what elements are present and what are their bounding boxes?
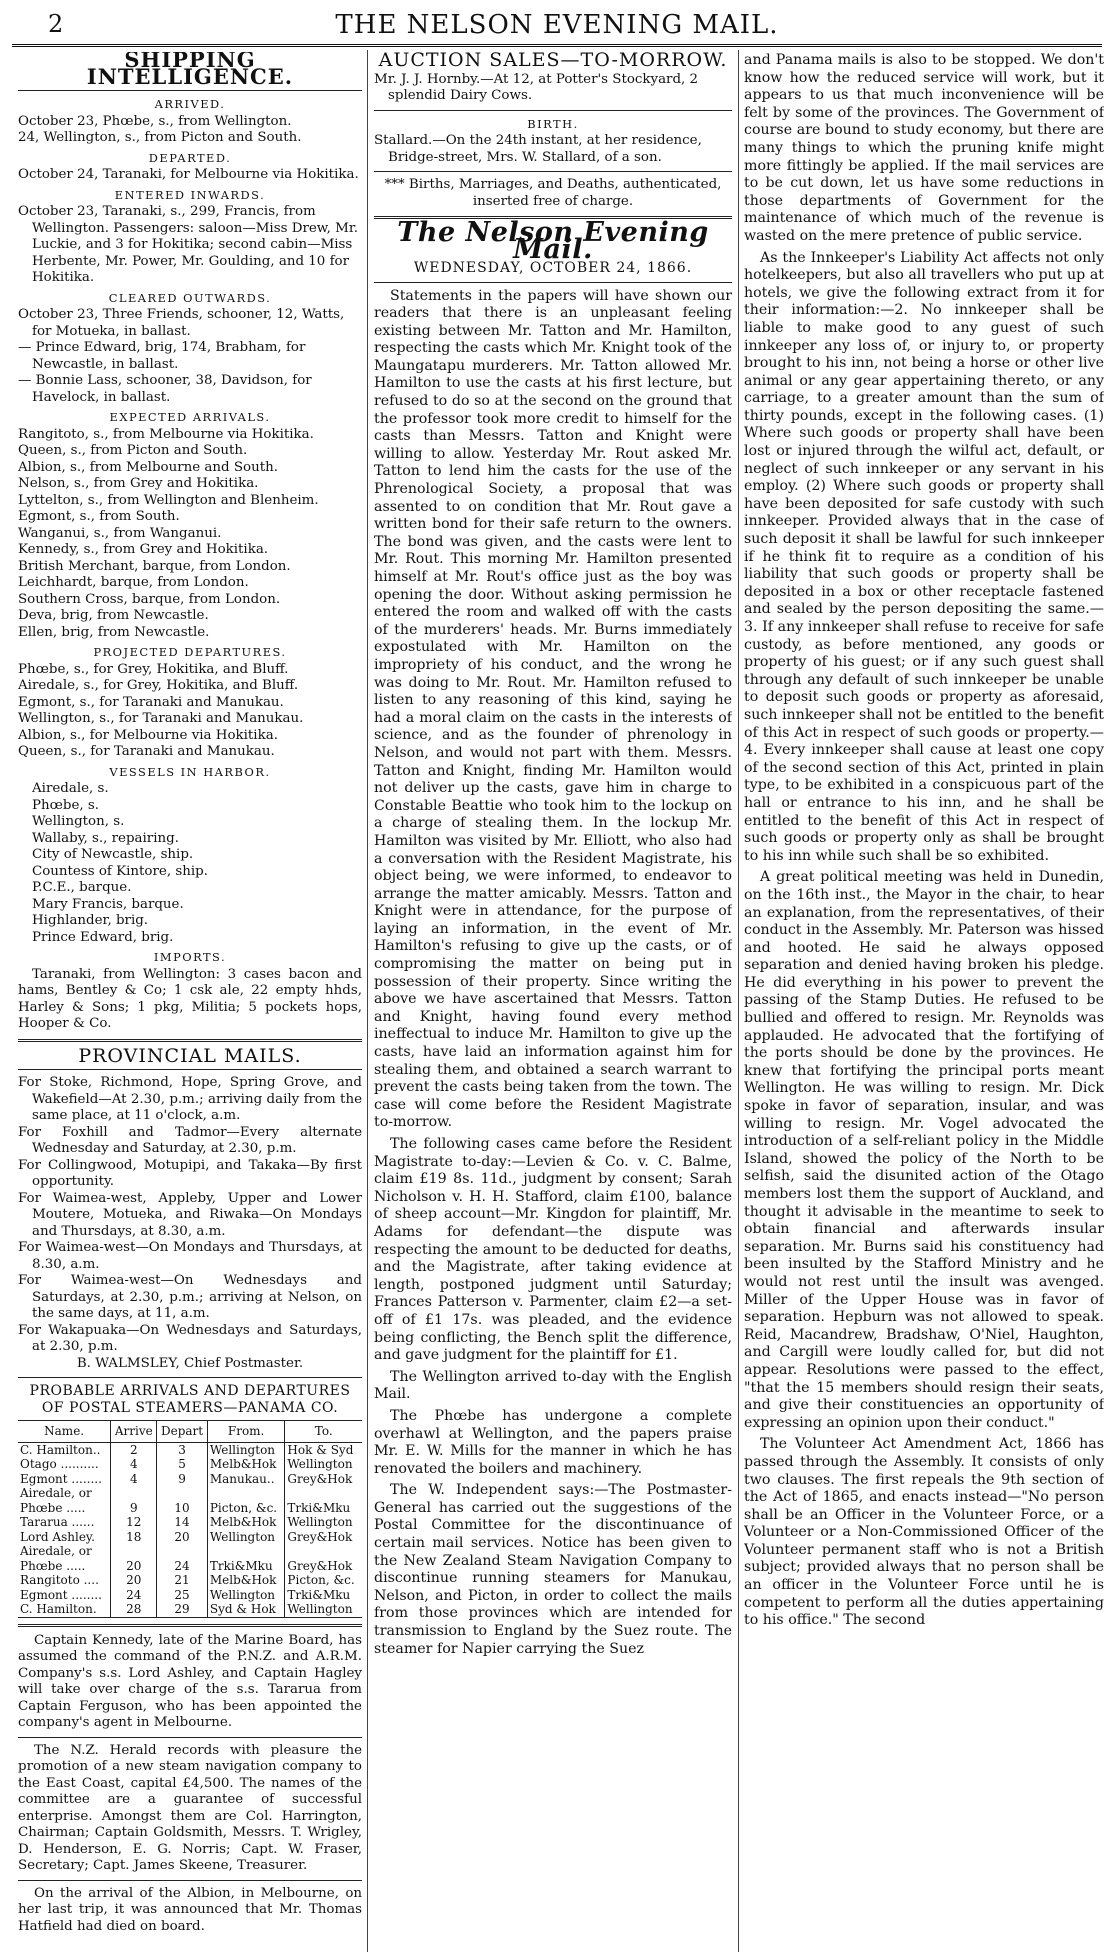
divider — [18, 1624, 362, 1627]
table-cell — [285, 1486, 362, 1501]
list-item: Ellen, brig, from Newcastle. — [18, 624, 210, 640]
list-item: P.C.E., barque. — [32, 880, 132, 895]
table-row — [18, 1573, 362, 1588]
table-row — [18, 1515, 362, 1530]
table-cell: 20 — [157, 1530, 208, 1545]
divider — [374, 171, 732, 172]
table-cell — [285, 1544, 362, 1559]
table-cell: Grey&Hok — [285, 1530, 362, 1545]
table-cell: 24 — [111, 1588, 157, 1603]
table-cell: Otago .......... — [20, 1457, 99, 1471]
divider — [18, 1069, 362, 1070]
table-header-row — [18, 1421, 362, 1443]
list-item: October 24, Taranaki, for Melbourne via Hokitika. — [18, 167, 359, 182]
imports-heading: IMPORTS. — [153, 950, 227, 964]
imports-text: Taranaki, from Wellington: 3 cases bacon and hams, Bentley & Co; 1 csk ale, 22 empty hhds, Harley & Sons; 1 pkg, Militia; 5 pockets hops, Hooper & Co. — [18, 966, 362, 1031]
paragraph: The N.Z. Herald records with pleasure the promotion of a new steam navigation company to the East Coast, capital £4,500. The names of the committee are a guarantee of successful enterprise. Amongst them are Col. Harrington, Chairman; Captain Goldsmith, Messrs. T. Wrigley, D. Henderson, E. G. Norris; Capt. W. Fraser, Secretary; Capt. James Skeene, Treasurer. — [18, 1742, 362, 1873]
table-row — [18, 1602, 362, 1617]
postmaster-signature: B. WALMSLEY, Chief Postmaster. — [76, 1355, 304, 1371]
table-row — [18, 1501, 362, 1516]
list-item: Countess of Kintore, ship. — [32, 863, 208, 879]
arrived-list — [18, 114, 362, 147]
mails-list — [18, 1075, 362, 1356]
arrived-heading: ARRIVED. — [154, 97, 226, 111]
table-cell: 2 — [111, 1442, 157, 1457]
provincial-mails-title: PROVINCIAL MAILS. — [78, 1044, 302, 1067]
entered-heading: ENTERED INWARDS. — [114, 187, 266, 202]
table-row — [18, 1442, 362, 1457]
column-3 — [744, 52, 1104, 1952]
table-cell: Wellington — [207, 1530, 285, 1545]
paragraph: The Volunteer Act Amendment Act, 1866 has passed through the Assembly. It consists of only two clauses. The first repeals the 9th section of the Act of 1865, and enacts instead—"No person shall be an Officer in the Volunteer Force, or a Volunteer or a Non-Commissioned Officer of the Volunteer permanent staff who is not a British subject; provided always that no person shall be an officer in the Volunteer Force until he is competent to perform all the duties appertaining to his office." The second — [744, 1436, 1104, 1629]
table-cell: Egmont ........ — [20, 1587, 102, 1602]
paragraph: The Wellington arrived to-day with the English Mail. — [374, 1368, 732, 1403]
table-cell — [157, 1486, 208, 1501]
projected-list — [18, 662, 362, 761]
divider — [18, 1039, 362, 1042]
table-cell — [157, 1544, 208, 1559]
table-cell: Hok & Syd — [285, 1442, 362, 1457]
notice-text: *⁢*⁢* Births, Marriages, and Deaths, authenticated, inserted free of charge. — [384, 177, 722, 209]
table-cell: C. Hamilton. — [18, 1602, 111, 1617]
departed-heading: DEPARTED. — [148, 150, 232, 165]
list-item: For Collingwood, Motupipi, and Takaka—By first opportunity. — [18, 1157, 362, 1189]
table-cell — [111, 1544, 157, 1559]
column-1 — [18, 52, 362, 1952]
divider — [374, 282, 732, 283]
list-item: For Stoke, Richmond, Hope, Spring Grove, and Wakefield—At 2.30, p.m.; arriving daily from the same place, at 11 o'clock, a.m. — [18, 1075, 362, 1123]
list-item: — Prince Edward, brig, 174, Brabham, for Newcastle, in ballast. — [18, 340, 306, 372]
table-cell: 21 — [157, 1573, 208, 1588]
table-cell: Syd & Hok — [207, 1602, 285, 1617]
list-item: October 23, Phœbe, s., from Wellington. — [18, 113, 292, 129]
column-divider — [738, 50, 739, 1952]
table-cell: 4 — [111, 1472, 157, 1487]
divider — [18, 1377, 362, 1378]
table-cell: Tararua ...... — [20, 1515, 95, 1529]
table-row — [18, 1544, 362, 1559]
expected-list — [18, 427, 362, 642]
table-cell: 9 — [111, 1501, 157, 1516]
table-cell: Trki&Mku — [285, 1501, 362, 1516]
table-cell: Wellington — [285, 1515, 362, 1530]
table-cell: Melb&Hok — [207, 1457, 285, 1472]
birth-heading: BIRTH. — [527, 116, 579, 131]
entered-text: October 23, Taranaki, s., 299, Francis, from Wellington. Passengers: saloon—Miss Drew, Mr. Luckie, and 3 for Hokitika; second cabin—Miss Herbente, Mr. Power, Mr. Goulding, and 10 for Hokitika. — [18, 204, 359, 285]
column-header: Arrive — [111, 1421, 157, 1443]
list-item: — Bonnie Lass, schooner, 38, Davidson, for Havelock, in ballast. — [18, 373, 312, 405]
paragraph: Captain Kennedy, late of the Marine Board, has assumed the command of the P.N.Z. and A.R.M. Company's s.s. Lord Ashley, and Captain Hagley will take over charge of the s.s. Tararua from Captain Ferguson, who has been appointed the company's agent in Melbourne. — [18, 1632, 362, 1730]
page-header — [12, 8, 1102, 44]
list-item: Queen, s., for Taranaki and Manukau. — [18, 744, 275, 759]
table-cell: 29 — [157, 1602, 208, 1617]
table-row — [18, 1486, 362, 1501]
column-divider — [367, 50, 368, 1952]
list-item: Egmont, s., from South. — [18, 509, 180, 524]
divider — [18, 1737, 362, 1738]
table-cell: 18 — [111, 1530, 157, 1545]
list-item: Mary Francis, barque. — [32, 896, 184, 912]
masthead: THE NELSON EVENING MAIL. — [335, 10, 779, 40]
postal-steamers-table — [18, 1420, 362, 1618]
table-cell: 9 — [157, 1472, 208, 1487]
table-cell: 28 — [111, 1602, 157, 1617]
list-item: Nelson, s., from Grey and Hokitika. — [18, 476, 259, 491]
list-item: Airedale, s., for Grey, Hokitika, and Bluff. — [18, 678, 299, 693]
column-2 — [374, 52, 732, 1952]
list-item: Albion, s., from Melbourne and South. — [18, 459, 278, 475]
auction-text: Mr. J. J. Hornby.—At 12, at Potter's Stockyard, 2 splendid Dairy Cows. — [374, 71, 699, 103]
table-cell — [207, 1486, 285, 1501]
table-cell: 14 — [157, 1515, 208, 1530]
list-item: For Waimea-west—On Wednesdays and Saturdays, at 2.30, p.m.; arriving at Nelson, on the same days, at 11, a.m. — [18, 1273, 362, 1321]
projected-heading: PROJECTED DEPARTURES. — [93, 645, 287, 659]
list-item: Kennedy, s., from Grey and Hokitika. — [18, 542, 269, 557]
table-cell: Trki&Mku — [285, 1588, 362, 1603]
table-cell: Wellington — [285, 1457, 362, 1472]
list-item: October 23, Three Friends, schooner, 12, Watts, for Motueka, in ballast. — [18, 307, 345, 339]
list-item: Egmont, s., for Taranaki and Manukau. — [18, 694, 284, 710]
list-item: Wallaby, s., repairing. — [32, 830, 179, 846]
table-cell: Wellington — [207, 1442, 285, 1457]
auction-title: AUCTION SALES—TO-MORROW. — [378, 52, 728, 71]
table-body — [18, 1442, 362, 1617]
list-item: Wanganui, s., from Wanganui. — [18, 525, 222, 541]
table-cell: Airedale, or — [20, 1486, 92, 1500]
column-header: Depart — [157, 1421, 208, 1443]
table-row — [18, 1559, 362, 1574]
list-item: Phœbe, s., for Grey, Hokitika, and Bluff. — [18, 661, 289, 677]
column-header: Name. — [18, 1421, 111, 1443]
birth-text: Stallard.—On the 24th instant, at her residence, Bridge-street, Mrs. W. Stallard, of a son. — [374, 133, 702, 165]
list-item: For Waimea-west—On Mondays and Thursdays, at 8.30, a.m. — [18, 1240, 362, 1272]
divider — [374, 110, 732, 111]
table-cell: Grey&Hok — [285, 1472, 362, 1487]
list-item: Deva, brig, from Newcastle. — [18, 608, 209, 623]
list-item: 24, Wellington, s., from Picton and South. — [18, 130, 302, 145]
column-header: To. — [285, 1421, 362, 1443]
list-item: For Waimea-west, Appleby, Upper and Lower Moutere, Motueka, and Riwaka—On Mondays and Thursdays, at 8.30, a.m. — [18, 1190, 362, 1239]
list-item: Prince Edward, brig. — [32, 929, 174, 945]
list-item: Leichhardt, barque, from London. — [18, 575, 249, 590]
list-item: Phœbe, s. — [32, 797, 100, 813]
table-cell: Wellington — [285, 1602, 362, 1617]
paragraph: The following cases came before the Resident Magistrate to-day:—Levien & Co. v. C. Balme, claim £19 8s. 11d., judgment by consent; Sarah Nicholson v. H. H. Stafford, claim £100, balance of sheep account—Mr. Kingdon for plaintiff, Mr. Adams for defendant—the dispute was respecting the amount to be deducted for deaths, and the Magistrate, after taking evidence at length, postponed judgment until Saturday; Frances Patterson v. Parmenter, claim £2—a set-off of £1 17s. was pleaded, and the evidence being conflicting, the Bench split the difference, and gave judgment for the plaintiff for £1. — [374, 1136, 732, 1364]
table-cell: Phœbe ..... — [20, 1500, 86, 1515]
harbor-heading: VESSELS IN HARBOR. — [109, 764, 271, 779]
list-item: For Wakapuaka—On Wednesdays and Saturdays, at 2.30, p.m. — [18, 1322, 362, 1354]
list-item: British Merchant, barque, from London. — [18, 558, 291, 574]
shipping-title: SHIPPING INTELLIGENCE. — [86, 52, 294, 89]
table-cell: Lord Ashley. — [20, 1529, 95, 1544]
table-cell: 24 — [157, 1559, 208, 1574]
paragraph: On the arrival of the Albion, in Melbourne, on her last trip, it was announced that Mr. Thomas Hatfield had died on board. — [18, 1885, 362, 1934]
table-cell: Rangitoto .... — [20, 1573, 99, 1587]
list-item: Lyttelton, s., from Wellington and Blenheim. — [18, 492, 319, 508]
list-item: Highlander, brig. — [32, 913, 149, 928]
paragraph: The W. Independent says:—The Postmaster-General has carried out the suggestions of the Postal Committee for the discontinuance of certain mail services. Notice has been given to the New Zealand Steam Navigation Company to discontinue running steamers for Manukau, Nelson, and Picton, in order to collect the mails from those provinces which are intended for transmission to England by the Suez route. The steamer for Napier carrying the Suez — [374, 1482, 732, 1657]
table-cell: Egmont ........ — [20, 1471, 102, 1486]
divider — [18, 90, 362, 91]
dateline: WEDNESDAY, OCTOBER 24, 1866. — [413, 260, 693, 276]
table-cell — [207, 1544, 285, 1559]
table-cell: Picton, &c. — [285, 1573, 362, 1588]
list-item: Wellington, s. — [32, 814, 125, 829]
table-cell: Manukau.. — [207, 1472, 285, 1487]
list-item: Rangitoto, s., from Melbourne via Hokitika. — [18, 426, 314, 442]
table-cell: 12 — [111, 1515, 157, 1530]
column-header: From. — [207, 1421, 285, 1443]
expected-heading: EXPECTED ARRIVALS. — [109, 410, 271, 424]
paragraph: As the Innkeeper's Liability Act affects not only hotelkeepers, but also all travellers who put up at hotels, we give the following extract from it for their information:—2. No innkeeper shall be liable to make good to any guest of such innkeeper any loss of, or injury to, or property brought to his inn, not being a horse or other live animal or any gear appertaining thereto, or any carriage, to a greater amount than the sum of thirty pounds, except in the following cases. (1) Where such goods or property shall have been lost or injured through the wilful act, default, or neglect of such innkeeper or any servant in his employ. (2) Where such goods or property shall have been deposited for safe custody with such innkeeper. Provided always that in the case of such deposit it shall be lawful for such innkeeper if he think fit to require as a condition of his liability that such goods or property shall be deposited in a box or other receptacle fastened and sealed by the person depositing the same.—3. If any innkeeper shall refuse to receive for safe custody, as before mentioned, any goods or property of his guest; or if any such guest shall through any default of such innkeeper be unable to deposit such goods or property as aforesaid, such innkeeper shall not be entitled to the benefit of this Act in respect of such goods or property.—4. Every innkeeper shall cause at least one copy of the second section of this Act, printed in plain type, to be exhibited in a conspicuous part of the hall or entrance to his inn, and he shall be entitled to the benefit of this Act in respect of such goods or property only as shall be brought to his inn while such shall be so exhibited. — [744, 249, 1104, 864]
cleared-heading: CLEARED OUTWARDS. — [108, 290, 272, 305]
page-number: 2 — [48, 10, 64, 38]
table-cell: 4 — [111, 1457, 157, 1472]
table-cell: Trki&Mku — [207, 1559, 285, 1574]
paragraph: A great political meeting was held in Dunedin, on the 16th inst., the Mayor in the chair, to hear an explanation, from the representatives, of their conduct in the Assembly. Mr. Paterson was hissed and hooted. He said he always opposed separation and denied having broken his pledge. He did everything in his power to prevent the passing of the Stamp Duties. He refused to be bullied and offered to resign. Mr. Reynolds was applauded. He advocated that the fortifying of the ports should be done by the provinces. He knew that fortifying the principal ports meant Wellington. He was willing to resign. Mr. Dick spoke in favor of separation, insular, and was willing to resign. Mr. Vogel advocated the introduction of a self-reliant policy in the Middle Island, showed the policy of the North to be selfish, said the disunited action of the Otago members lost them the support of Auckland, and thought it advisable in the meantime to seek to obtain financial and afterwards insular separation. Mr. Burns said his constituency had been insulted by the Stafford Ministry and he would not rest until the insult was avenged. Miller of the Upper House was in favor of separation. Hepburn was not allowed to speak. Reid, Macandrew, Bradshaw, O'Niel, Haughton, and Cargill were loudly called for, but did not appear. Resolutions were passed to the effect, "that the 15 members should resign their seats, and give their constituencies an opportunity of expressing an opinion upon their conduct." — [744, 869, 1104, 1431]
table-title: PROBABLE ARRIVALS AND DEPARTURES OF POSTAL STEAMERS—PANAMA CO. — [29, 1383, 351, 1416]
table-cell: Melb&Hok — [207, 1573, 285, 1588]
table-cell: Phœbe ..... — [20, 1558, 86, 1573]
table-cell: 20 — [111, 1559, 157, 1574]
table-row — [18, 1472, 362, 1487]
table-row — [18, 1457, 362, 1472]
harbor-list — [18, 781, 362, 946]
table-cell: 3 — [157, 1442, 208, 1457]
divider — [18, 1880, 362, 1881]
list-item: City of Newcastle, ship. — [32, 847, 194, 862]
paragraph: Statements in the papers will have shown our readers that there is an unpleasant feeling existing between Mr. Tatton and Mr. Hamilton, respecting the casts which Mr. Knight took of the Maungatapu murderers. Mr. Tatton allowed Mr. Hamilton to use the casts at his first lecture, but refused to do so at the second on the ground that the professor took more credit to himself for the casts than Messrs. Tatton and Knight were willing to allow. Yesterday Mr. Rout asked Mr. Tatton to lend him the casts for the use of the Phrenological Society, a proposal that was assented to on condition that Mr. Rout gave a written bond for their safe return to the owners. The bond was given, and the casts were lent to Mr. Rout. This morning Mr. Hamilton presented himself at Mr. Rout's office just as the boy was opening the door. Without asking permission he entered the room and walked off with the casts of the murderers' heads. Mr. Burns immediately expostulated with Mr. Hamilton on the impropriety of his conduct, and the wrong he was doing to Mr. Rout. Mr. Hamilton refused to listen to any reasoning of this kind, saying he had a moral claim on the casts in the interests of science, and as the founder of phrenology in Nelson, and would not part with them. Messrs. Tatton and Knight, finding Mr. Hamilton would not deliver up the casts, gave him in charge to Constable Beattie who took him to the lockup on a charge of stealing them. In the lockup Mr. Hamilton was visited by Mr. Elliott, who also had a conversation with the Resident Magistrate, his object being, we were informed, to endeavor to arrange the matter amicably. Messrs. Tatton and Knight were in attendance, for the purpose of laying an information, in the event of Mr. Hamilton's refusing to give up the casts, or of compromising the matter on being put in possession of their property. Since writing the above we have ascertained that Messrs. Tatton and Knight, having found every method ineffectual to induce Mr. Hamilton to give up the casts, have laid an information against him for stealing them, and obtained a search warrant to prevent the casts being taken from the town. The case will come before the Resident Magistrate to-morrow. — [374, 287, 732, 1131]
list-item: Airedale, s. — [32, 781, 109, 796]
list-item: Albion, s., for Melbourne via Hokitika. — [18, 727, 278, 743]
table-cell: 10 — [157, 1501, 208, 1516]
table-cell: Wellington — [207, 1588, 285, 1603]
table-cell: 20 — [111, 1573, 157, 1588]
table-cell — [111, 1486, 157, 1501]
paragraph: The Phœbe has undergone a complete overhawl at Wellington, and the papers praise Mr. E. W. Mills for the manner in which he has renovated the boilers and machinery. — [374, 1407, 732, 1477]
table-cell: 5 — [157, 1457, 208, 1472]
table-cell: Grey&Hok — [285, 1559, 362, 1574]
table-cell: 25 — [157, 1588, 208, 1603]
table-cell: C. Hamilton.. — [20, 1442, 101, 1457]
paper-title: The Nelson Evening Mail. — [397, 217, 709, 265]
table-row — [18, 1588, 362, 1603]
list-item: Wellington, s., for Taranaki and Manukau. — [18, 711, 304, 726]
list-item: Queen, s., from Picton and South. — [18, 443, 248, 458]
paragraph: and Panama mails is also to be stopped. We don't know how the reduced service will work, but it appears to us that much inconvenience will be felt by some of the provinces. The Government of course are bound to study economy, but there are many things to which the pruning knife might more fittingly be applied. If the mail services are to be cut down, let us have some reductions in those departments of Government for the maintenance of which much of the revenue is wasted on the mere pretence of public service. — [744, 52, 1104, 244]
table-cell: Melb&Hok — [207, 1515, 285, 1530]
table-cell: Picton, &c. — [207, 1501, 285, 1516]
table-cell: Airedale, or — [20, 1544, 92, 1558]
header-rule — [12, 44, 1102, 47]
table-row — [18, 1530, 362, 1545]
list-item: Southern Cross, barque, from London. — [18, 591, 281, 607]
list-item: For Foxhill and Tadmor—Every alternate Wednesday and Saturday, at 2.30, p.m. — [18, 1124, 362, 1156]
